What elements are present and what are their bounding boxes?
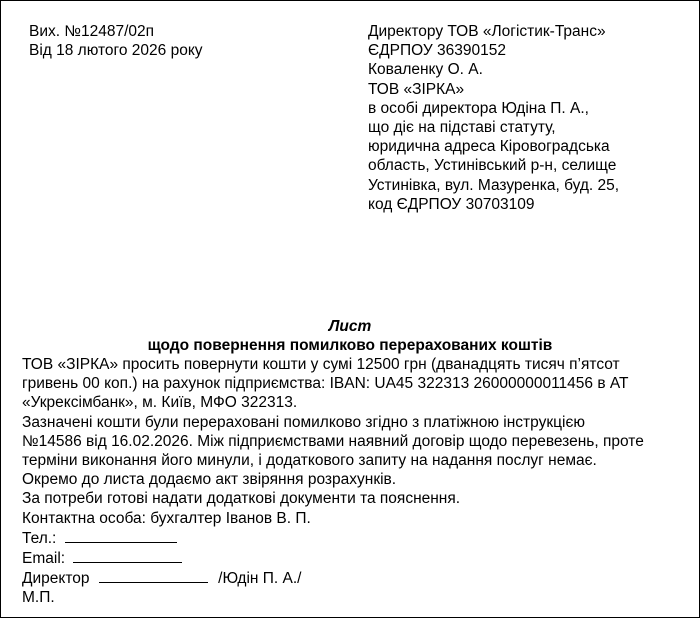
paragraph-payment-details — [22, 413, 644, 471]
director-label: Директор — [22, 570, 90, 588]
stamp-label: М.П. — [22, 589, 55, 607]
director-name: /Юдін П. А./ — [218, 570, 302, 588]
addressee-line: код ЄДРПОУ 30703109 — [368, 195, 535, 213]
contact-line: Контактна особа: бухгалтер Іванов В. П. — [22, 509, 311, 527]
addressee-line: ТОВ «ЗІРКА» — [368, 80, 465, 98]
outgoing-date: Від 18 лютого 2026 року — [29, 42, 203, 60]
addressee-line: що діє на підставі статуту, — [368, 119, 556, 137]
addressee-line: Директору ТОВ «Логістик-Транс» — [368, 23, 606, 40]
email-row — [22, 548, 644, 568]
phone-row — [22, 528, 644, 548]
addressee-line: Коваленку О. А. — [368, 61, 483, 79]
documents-line: За потреби готові надати додаткові документи та пояснення. — [22, 490, 461, 508]
outgoing-number: Вих. №12487/02п — [29, 23, 155, 40]
letter-title: Лист — [328, 318, 372, 335]
body-line: «Укрексімбанк», м. Київ, МФО 322313. — [22, 394, 298, 412]
phone-label: Тел.: — [22, 529, 57, 547]
letter-subtitle: щодо повернення помилково перерахованих коштів — [147, 337, 553, 355]
letter-heading — [1, 317, 699, 355]
signature-blank — [99, 568, 208, 583]
addressee-line: область, Устинівський р-н, селище — [368, 157, 617, 175]
body-line: терміни виконання його минули, і додаткового запиту на надання послуг немає. — [22, 452, 597, 470]
outgoing-reference — [29, 22, 203, 60]
addressee-line: Устинівка, вул. Мазуренка, буд. 25, — [368, 176, 620, 194]
paragraph-refund-request — [22, 355, 644, 413]
addressee-line: ЄДРПОУ 36390152 — [368, 42, 506, 60]
body-line: ТОВ «ЗІРКА» просить повернути кошти у сумі 12500 грн (дванадцять тисяч п’ятсот — [22, 356, 620, 373]
addressee-block — [368, 22, 619, 214]
body-line: гривень 00 коп.) на рахунок підприємства: IBAN: UA45 322313 26000000011456 в АТ — [22, 375, 629, 393]
body-line: Зазначені кошти були перераховані помилково згідно з платіжною інструкцією — [22, 413, 585, 431]
addressee-line: в особі директора Юдіна П. А., — [368, 99, 589, 117]
email-label: Email: — [22, 550, 66, 568]
phone-blank — [65, 528, 177, 543]
body-line: №14586 від 16.02.2026. Між підприємствами наявний договір щодо перевезень, проте — [22, 432, 644, 450]
director-signature-row — [22, 568, 644, 588]
email-blank — [73, 548, 182, 563]
letter-body — [22, 355, 644, 608]
attachment-line: Окремо до листа додаємо акт звіряння розрахунків. — [22, 471, 397, 489]
addressee-line: юридична адреса Кіровоградська — [368, 138, 610, 156]
